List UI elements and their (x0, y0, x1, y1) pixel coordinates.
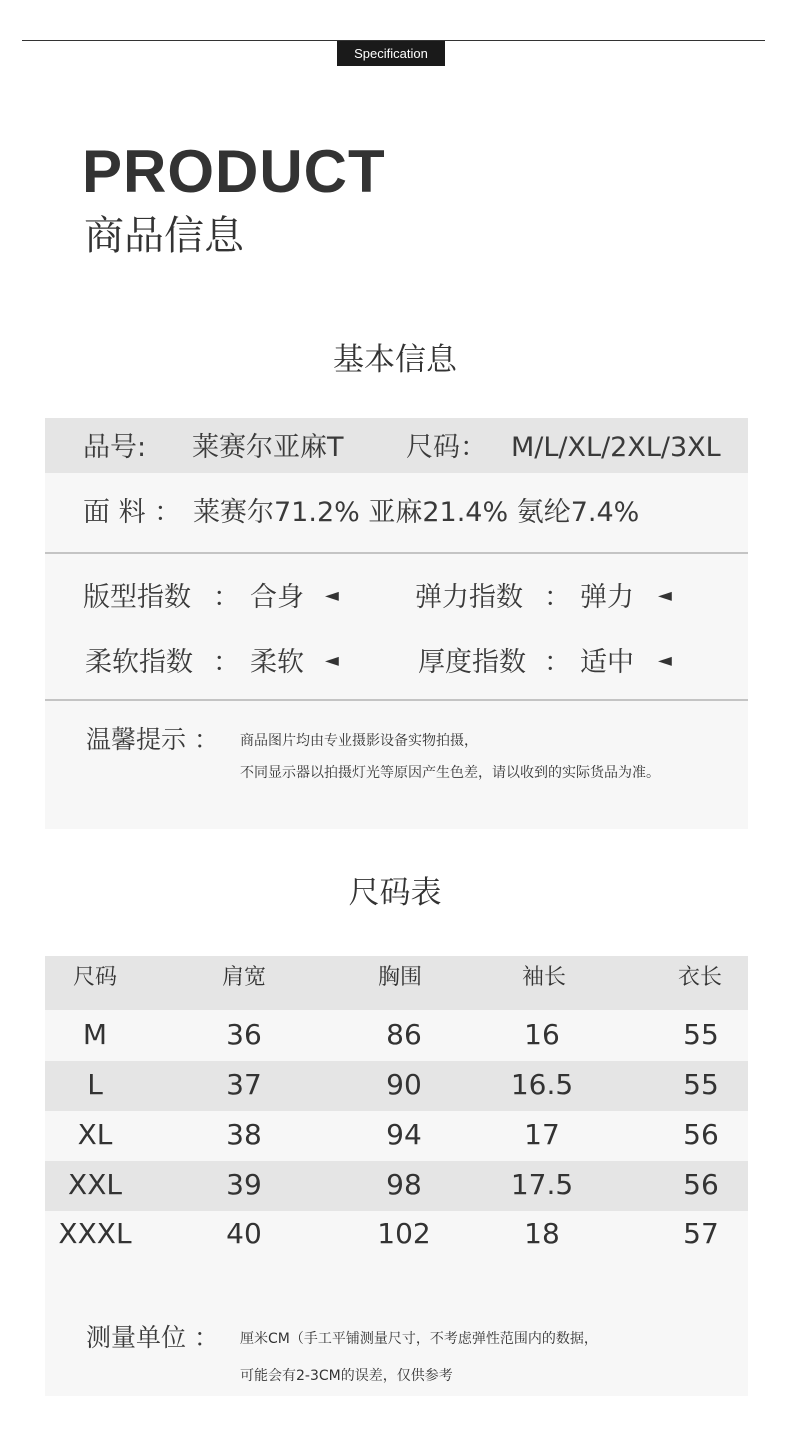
table-cell: 94 (386, 1118, 422, 1151)
thickness-index-label: 厚度指数 (418, 647, 526, 678)
table-cell: 57 (683, 1217, 719, 1250)
table-cell: 55 (683, 1018, 719, 1051)
fit-index-label: 版型指数 (83, 582, 191, 613)
stretch-index-value: 弹力 (580, 582, 634, 613)
stretch-index-colon: ： (544, 582, 571, 613)
table-cell: 17 (524, 1118, 560, 1151)
basic-info-title: 基本信息 (333, 342, 457, 378)
table-cell: 90 (386, 1068, 422, 1101)
col-header-length: 衣长 (677, 965, 722, 990)
table-cell: 36 (226, 1018, 262, 1051)
col-header-size: 尺码 (72, 965, 117, 990)
table-cell: 40 (226, 1217, 262, 1250)
stretch-index-label: 弹力指数 (415, 582, 523, 613)
table-cell: 39 (226, 1168, 262, 1201)
thickness-index-value: 适中 (580, 647, 634, 678)
soft-index-colon: ： (213, 647, 240, 678)
fit-index-value: 合身 (250, 582, 304, 613)
table-cell: XXXL (58, 1217, 132, 1250)
table-cell: 102 (377, 1217, 431, 1250)
item-no-label: 品号: (83, 432, 147, 463)
table-cell: L (87, 1068, 103, 1101)
thickness-arrow-icon: ◄ (658, 650, 672, 671)
tip-line-1: 商品图片均由专业摄影设备实物拍摄， (240, 733, 478, 749)
table-cell: 17.5 (510, 1168, 574, 1201)
table-cell: 16.5 (510, 1068, 574, 1101)
stretch-arrow-icon: ◄ (658, 585, 672, 606)
fabric-label: 面 料 ： (83, 497, 182, 528)
table-cell: 55 (683, 1068, 719, 1101)
fabric-value: 莱赛尔71.2% 亚麻21.4% 氨纶7.4% (193, 497, 640, 528)
tip-label: 温馨提示 ： (86, 725, 219, 754)
measure-line-1: 厘米CM（手工平铺测量尺寸，不考虑弹性范围内的数据， (240, 1331, 598, 1347)
table-cell: 18 (524, 1217, 560, 1250)
fit-arrow-icon: ◄ (325, 585, 339, 606)
product-title-en: PRODUCT (82, 138, 386, 205)
table-cell: 38 (226, 1118, 262, 1151)
fit-index-colon: ： (213, 582, 240, 613)
measure-label: 测量单位 ： (86, 1323, 219, 1352)
specification-tag: Specification (337, 41, 445, 66)
table-cell: 98 (386, 1168, 422, 1201)
table-cell: M (82, 1018, 108, 1051)
measure-line-2: 可能会有2-3CM的误差，仅供参考 (240, 1368, 453, 1384)
size-value: M/L/XL/2XL/3XL (511, 432, 721, 463)
tip-line-2: 不同显示器以拍摄灯光等原因产生色差，请以收到的实际货品为准。 (240, 765, 660, 781)
table-cell: XL (77, 1118, 113, 1151)
col-header-sleeve: 袖长 (521, 965, 566, 990)
size-label: 尺码： (406, 432, 487, 463)
thickness-index-colon: ： (544, 647, 571, 678)
table-cell: 56 (683, 1118, 719, 1151)
table-cell: 56 (683, 1168, 719, 1201)
col-header-shoulder: 肩宽 (221, 965, 266, 990)
soft-arrow-icon: ◄ (325, 650, 339, 671)
col-header-chest: 胸围 (377, 965, 422, 990)
product-title-cn: 商品信息 (84, 213, 244, 259)
item-no-value: 莱赛尔亚麻T (192, 432, 344, 463)
soft-index-label: 柔软指数 (85, 647, 193, 678)
soft-index-value: 柔软 (250, 647, 304, 678)
table-cell: XXL (68, 1168, 122, 1201)
table-cell: 16 (524, 1018, 560, 1051)
table-cell: 86 (386, 1018, 422, 1051)
table-cell: 37 (226, 1068, 262, 1101)
size-chart-title: 尺码表 (348, 875, 442, 911)
